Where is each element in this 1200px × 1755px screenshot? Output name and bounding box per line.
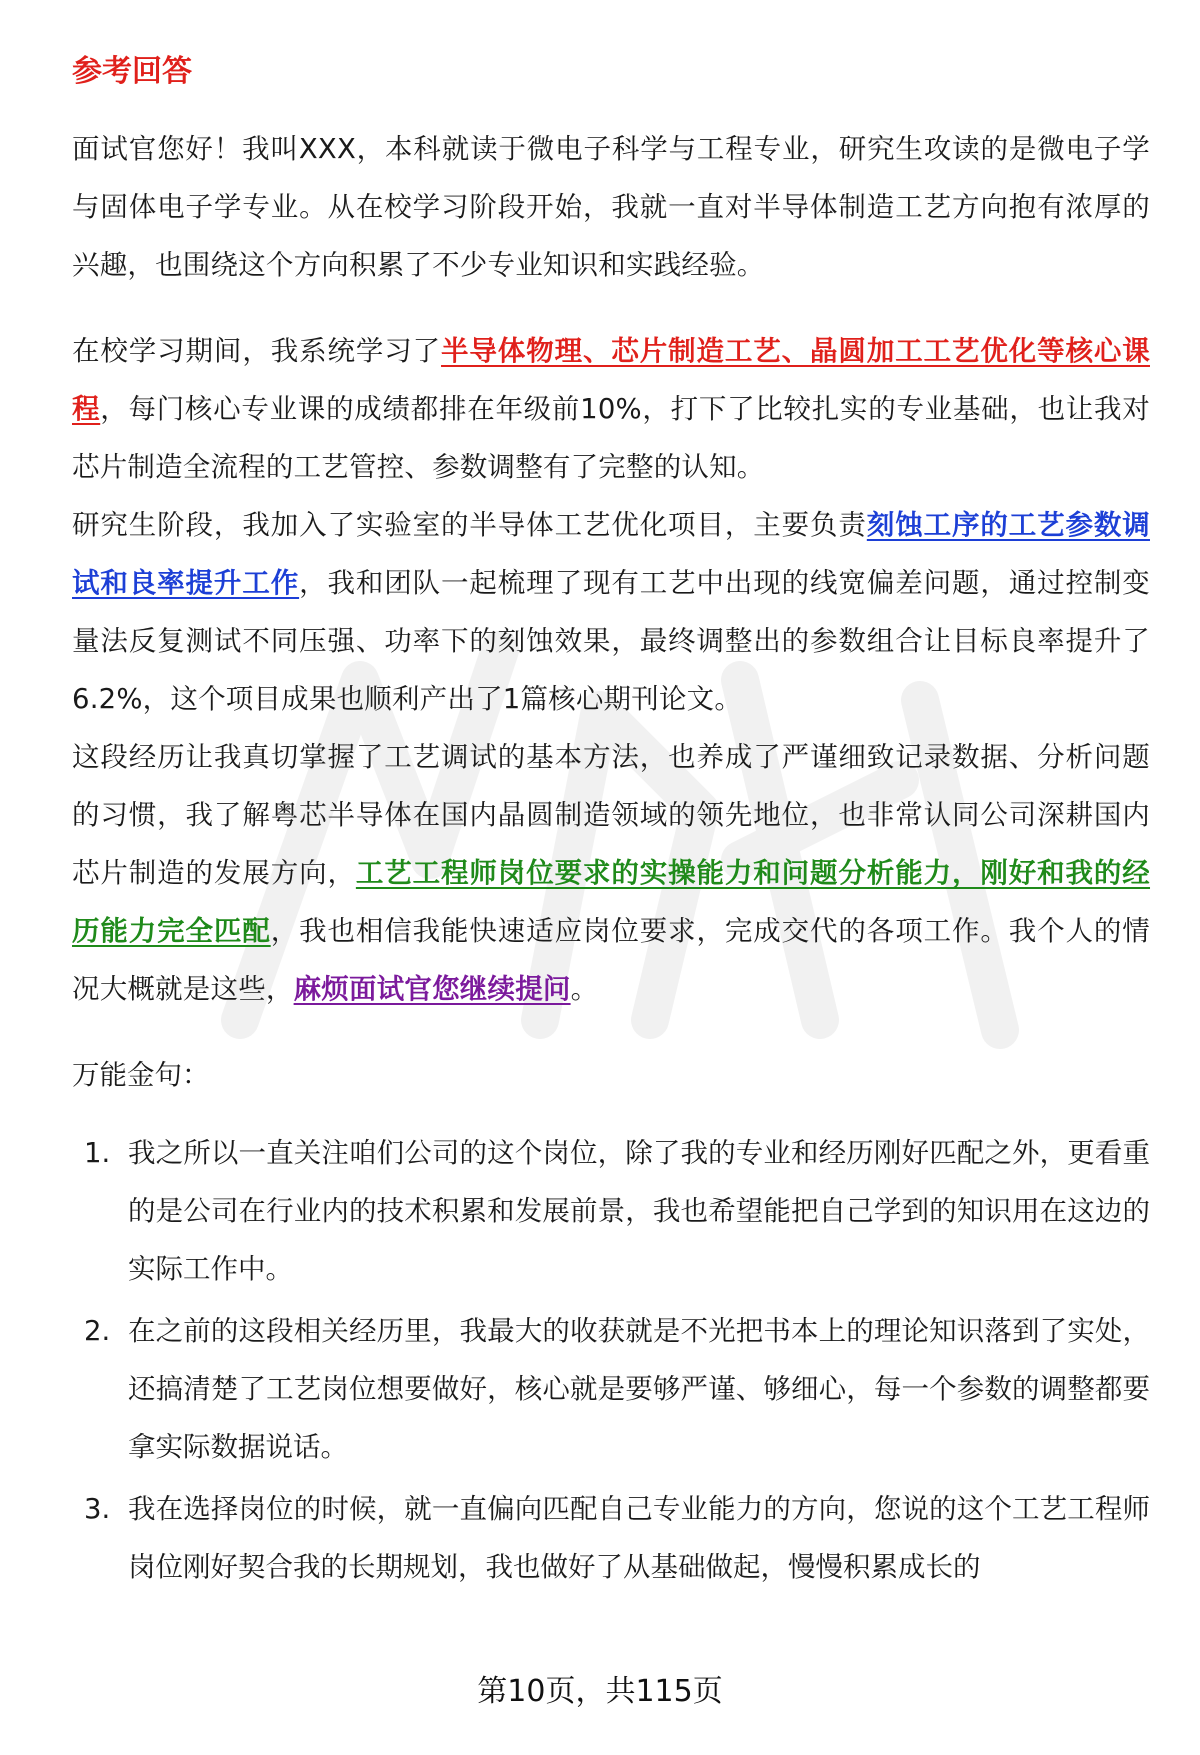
paragraph-gap — [72, 294, 1150, 322]
golden-sentences-list — [72, 1124, 1150, 1596]
highlight-core-courses: 半导体物理、芯片制造工艺、晶圆加工工艺优化等核心课程 — [72, 335, 1150, 425]
document-page — [72, 52, 1150, 1600]
paragraph-introduction: 面试官您好！我叫XXX，本科就读于微电子科学与工程专业，研究生攻读的是微电子学与固体电子学专业。从在校学习阶段开始，我就一直对半导体制造工艺方向抱有浓厚的兴趣，也围绕这个方向积累了不少专业知识和实践经验。 — [72, 133, 1150, 281]
paragraph-conclusion — [72, 728, 1150, 1018]
page-number-footer: 第10页，共115页 — [477, 1674, 723, 1709]
highlight-etch-responsibility: 刻蚀工序的工艺参数调试和良率提升工作 — [72, 509, 1150, 599]
paragraph-text: ，我和团队一起梳理了现有工艺中出现的线宽偏差问题，通过控制变量法反复测试不同压强、功率下的刻蚀效果，最终调整出的参数组合让目标良率提升了6.2%，这个项目成果也顺利产出了1篇核心期刊论文。 — [72, 567, 1150, 715]
paragraph-text: 这段经历让我真切掌握了工艺调试的基本方法，也养成了严谨细致记录数据、分析问题的习惯，我了解粤芯半导体在国内晶圆制造领域的领先地位，也非常认同公司深耕国内芯片制造的发展方向， — [72, 741, 1150, 889]
list-item-number: 1. — [84, 1137, 111, 1169]
list-item-text: 我在选择岗位的时候，就一直偏向匹配自己专业能力的方向，您说的这个工艺工程师岗位刚好契合我的长期规划，我也做好了从基础做起，慢慢积累成长的 — [128, 1493, 1150, 1583]
list-item-text: 在之前的这段相关经历里，我最大的收获就是不光把书本上的理论知识落到了实处，还搞清楚了工艺岗位想要做好，核心就是要够严谨、够细心，每一个参数的调整都要拿实际数据说话。 — [128, 1315, 1150, 1463]
paragraph-courses — [72, 322, 1150, 496]
paragraph-text: ，每门核心专业课的成绩都排在年级前10%，打下了比较扎实的专业基础，也让我对芯片制造全流程的工艺管控、参数调整有了完整的认知。 — [72, 393, 1150, 483]
list-item-number: 3. — [84, 1493, 111, 1525]
list-item — [72, 1480, 1150, 1596]
highlight-ability-match: 工艺工程师岗位要求的实操能力和问题分析能力，刚好和我的经历能力完全匹配 — [72, 857, 1151, 947]
paragraph-text: 研究生阶段，我加入了实验室的半导体工艺优化项目，主要负责 — [72, 509, 867, 541]
list-item — [72, 1302, 1150, 1476]
highlight-closing-request: 麻烦面试官您继续提问 — [293, 973, 571, 1005]
paragraph-gap — [72, 1018, 1150, 1046]
golden-sentences-label: 万能金句： — [72, 1059, 210, 1091]
paragraph-graduate-project — [72, 496, 1150, 728]
list-item — [72, 1124, 1150, 1298]
paragraph-text: 在校学习期间，我系统学习了 — [72, 335, 442, 367]
list-item-number: 2. — [84, 1315, 111, 1347]
list-item-text: 我之所以一直关注咱们公司的这个岗位，除了我的专业和经历刚好匹配之外，更看重的是公司在行业内的技术积累和发展前景，我也希望能把自己学到的知识用在这边的实际工作中。 — [128, 1137, 1150, 1285]
paragraph-text: 。 — [570, 973, 599, 1005]
section-heading: 参考回答 — [72, 54, 192, 89]
paragraph-text: ，我也相信我能快速适应岗位要求，完成交代的各项工作。我个人的情况大概就是这些， — [72, 915, 1150, 1005]
